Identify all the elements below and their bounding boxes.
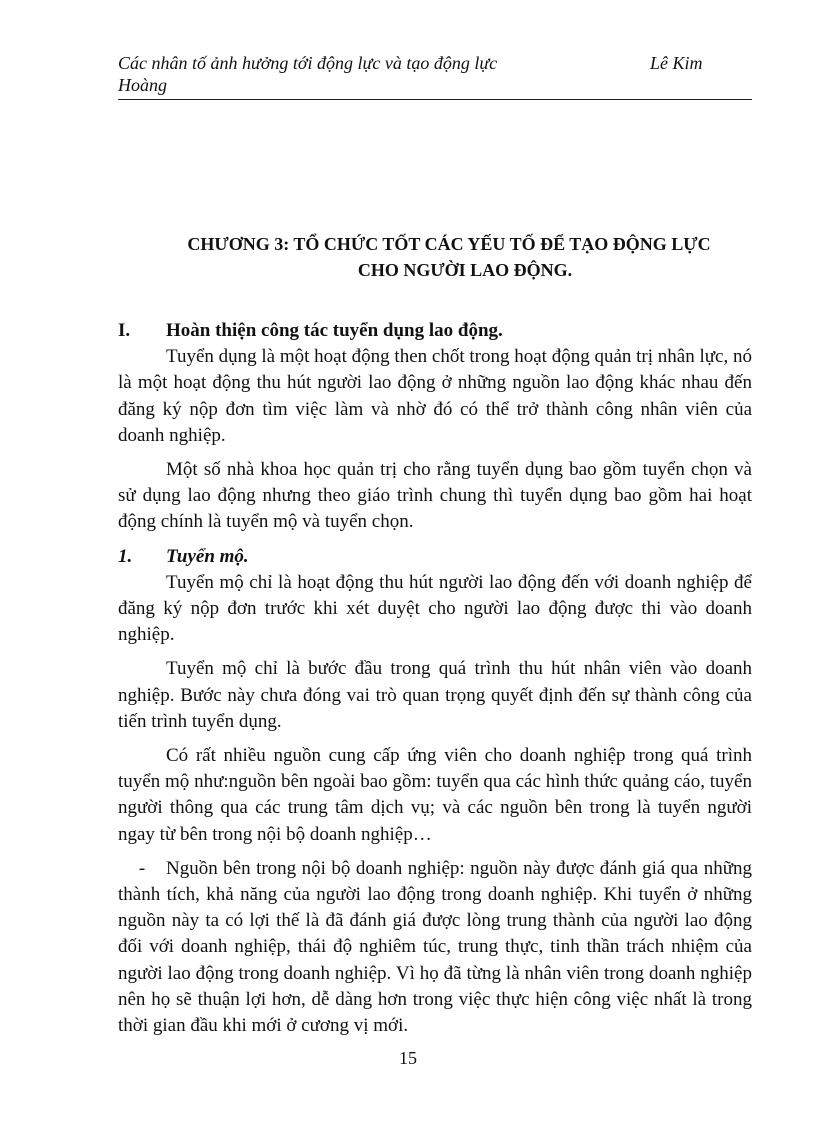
header-author: Lê Kim [650, 53, 703, 73]
section-number: I. [118, 320, 131, 341]
section-heading [118, 318, 752, 344]
subsection-number: 1. [118, 545, 133, 567]
paragraph: Tuyển mộ chỉ là bước đầu trong quá trình thu hút nhân viên vào doanh nghiệp. Bước này chưa đóng vai trò quan trọng quyết định đến sự thành công của tiến trình tuyển dụng. [118, 658, 752, 732]
header-author-continued: Hoàng [118, 75, 167, 95]
bullet-marker: - [138, 857, 146, 879]
paragraph: Một số nhà khoa học quản trị cho rằng tuyển dụng bao gồm tuyển chọn và sử dụng lao động nhưng theo giáo trình chung thì tuyển dụng bao gồm hai hoạt động chính là tuyển mộ và tuyển chọn. [118, 459, 752, 533]
chapter-title-line1: CHƯƠNG 3: TỔ CHỨC TỐT CÁC YẾU TỐ ĐỂ TẠO ĐỘNG LỰC [187, 234, 711, 254]
paragraph: Có rất nhiều nguồn cung cấp ứng viên cho doanh nghiệp trong quá trình tuyển mộ như:nguồn bên ngoài bao gồm: tuyển qua các hình thức quảng cáo, tuyển người thông qua các trung tâm dịch vụ; và các nguồn bên trong là tuyển người ngay từ bên trong nội bộ doanh nghiệp… [118, 745, 752, 845]
chapter-title [118, 231, 752, 283]
page-number: 15 [399, 1048, 417, 1068]
subsection-heading [118, 544, 752, 570]
subsection-title: Tuyển mộ. [166, 545, 249, 567]
body-content [118, 318, 752, 1039]
bullet-text: Nguồn bên trong nội bộ doanh nghiệp: nguồn này được đánh giá qua những thành tích, khả năng của người lao động trong doanh nghiệp. Khi tuyển ở những nguồn này ta có lợi thế là đã đánh giá được lòng trung thành của người lao động đối với doanh nghiệp, thái độ nghiêm túc, trung thực, tinh thần trách nhiệm của người lao động trong doanh nghiệp. Vì họ đã từng là nhân viên trong doanh nghiệp nên họ sẽ thuận lợi hơn, dễ dàng hơn trong việc thực hiện công việc nhất là trong thời gian đầu khi mới ở cương vị mới. [118, 857, 752, 1037]
page-header [118, 52, 752, 100]
bullet-item [118, 856, 752, 1039]
paragraph: Tuyển mộ chỉ là hoạt động thu hút người lao động đến với doanh nghiệp để đăng ký nộp đơn trước khi xét duyệt cho người lao động được thi vào doanh nghiệp. [118, 571, 752, 646]
chapter-title-line2: CHO NGƯỜI LAO ĐỘNG. [357, 260, 573, 280]
section-title: Hoàn thiện công tác tuyển dụng lao động. [166, 320, 503, 341]
header-title: Các nhân tố ảnh hưởng tới động lực và tạo động lực [118, 53, 498, 73]
paragraph: Tuyển dụng là một hoạt động then chốt trong hoạt động quản trị nhân lực, nó là một hoạt động thu hút người lao động ở những nguồn lao động khác nhau đến đăng ký nộp đơn tìm việc làm và nhờ đó có thể trở thành công nhân viên của doanh nghiệp. [118, 346, 752, 446]
